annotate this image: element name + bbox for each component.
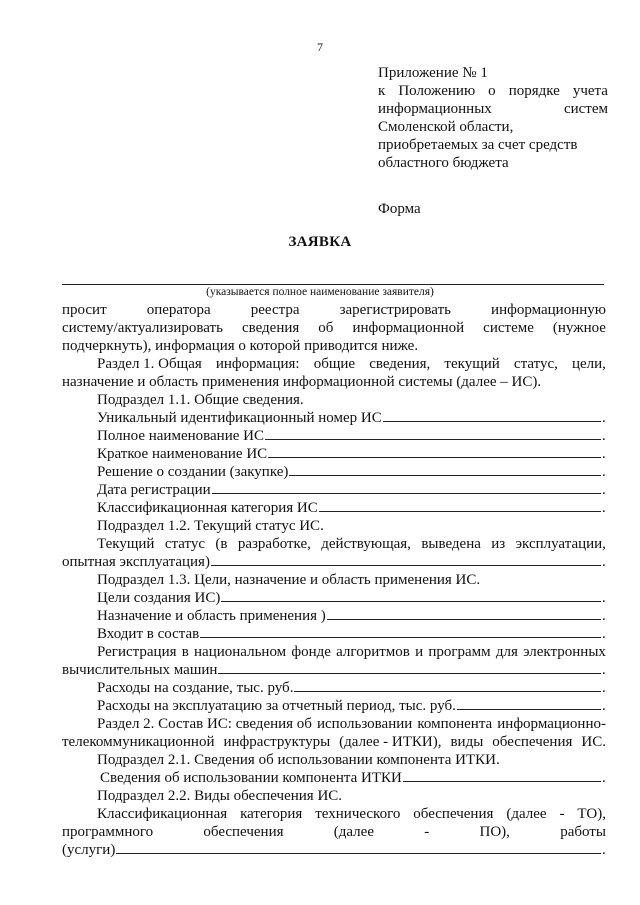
field-short-name[interactable]: Краткое наименование ИС . xyxy=(97,446,606,462)
page-number: 7 xyxy=(317,40,323,54)
field-creation-costs[interactable]: Расходы на создание, тыс. руб. . xyxy=(97,680,606,696)
field-creation-decision[interactable]: Решение о создании (закупке) . xyxy=(97,464,606,480)
appendix-title: Приложение № 1 xyxy=(378,65,488,81)
appendix-line-6: областного бюджета xyxy=(378,155,509,171)
field-classification-category[interactable]: Классификационная категория ИС . xyxy=(97,500,606,516)
field-registration-fund[interactable]: вычислительных машин . xyxy=(62,662,606,678)
registration-line-1: Регистрация в национальном фонде алгоритмов и программ для электронных xyxy=(97,644,606,660)
field-operation-costs[interactable]: Расходы на эксплуатацию за отчетный период, тыс. руб. . xyxy=(97,698,606,714)
appendix-line-5: приобретаемых за счет средств xyxy=(378,137,578,153)
status-line-1: Текущий статус (в разработке, действующая, выведена из эксплуатации, xyxy=(97,536,606,552)
section2-line-2: телекоммуникационной инфраструктуры (далее - ИТКИ), виды обеспечения ИС. xyxy=(62,734,606,750)
sub12-title: Подраздел 1.2. Текущий статус ИС. xyxy=(97,518,324,534)
form-body xyxy=(62,301,606,859)
section1-line-1: Раздел 1. Общая информация: общие сведения, текущий статус, цели, xyxy=(97,356,606,372)
applicant-name-field[interactable] xyxy=(62,284,604,285)
sub22-line-1: Классификационная категория технического обеспечения (далее - ТО), xyxy=(97,806,606,822)
field-current-status[interactable]: опытная эксплуатация) . xyxy=(62,554,606,570)
sub21-title: Подраздел 2.1. Сведения об использовании компонента ИТКИ. xyxy=(97,752,500,768)
intro-line-2: систему/актуализировать сведения об информационной системе (нужное xyxy=(62,320,606,336)
form-label: Форма xyxy=(378,201,421,217)
sub22-title: Подраздел 2.2. Виды обеспечения ИС. xyxy=(97,788,343,804)
document-title: ЗАЯВКА xyxy=(288,234,352,250)
field-unique-id[interactable]: Уникальный идентификационный номер ИС . xyxy=(97,410,606,426)
sub11-title: Подраздел 1.1. Общие сведения. xyxy=(97,392,304,408)
field-purpose-scope[interactable]: Назначение и область применения ) . xyxy=(97,608,606,624)
appendix-block xyxy=(378,64,608,172)
section2-line-1: Раздел 2. Состав ИС: сведения об использовании компонента информационно- xyxy=(97,716,606,732)
intro-line-1: просит оператора реестра зарегистрировать информационную xyxy=(62,302,606,318)
field-registration-date[interactable]: Дата регистрации . xyxy=(97,482,606,498)
applicant-caption: (указывается полное наименование заявителя) xyxy=(206,286,434,298)
appendix-line-4: Смоленской области, xyxy=(378,119,514,135)
field-part-of[interactable]: Входит в состав . xyxy=(97,626,606,642)
field-itki-usage[interactable]: Сведения об использовании компонента ИТКИ . xyxy=(100,770,606,786)
appendix-line-3: информационных систем xyxy=(378,101,608,117)
sub13-title: Подраздел 1.3. Цели, назначение и область применения ИС. xyxy=(97,572,481,588)
appendix-line-2: к Положению о порядке учета xyxy=(378,83,608,99)
field-goals[interactable]: Цели создания ИС) . xyxy=(97,590,606,606)
sub22-line-2: программного обеспечения (далее - ПО), работы xyxy=(62,824,606,840)
section1-line-2: назначение и область применения информационной системы (далее – ИС). xyxy=(62,374,542,390)
intro-line-3: подчеркнуть), информация о которой приводится ниже. xyxy=(62,338,419,354)
field-services[interactable]: (услуги) . xyxy=(62,842,606,858)
field-full-name[interactable]: Полное наименование ИС . xyxy=(97,428,606,444)
